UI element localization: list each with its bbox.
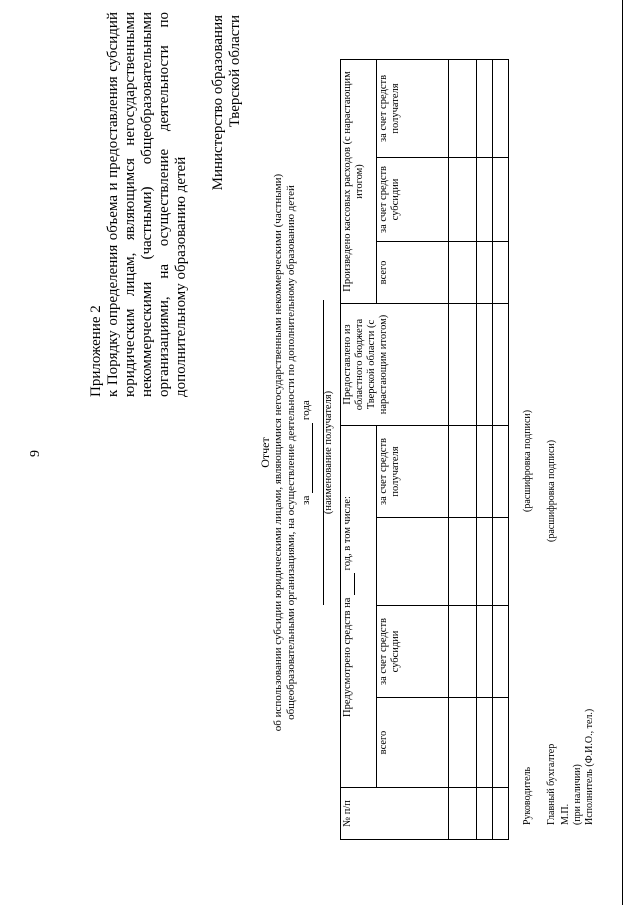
- sub-header-recipient-1: за счет средств получателя: [377, 425, 449, 517]
- report-period: [300, 80, 313, 825]
- head-decoding: (расшифровка подписи): [522, 409, 533, 512]
- executor-label: Исполнитель (Ф.И.О., тел.): [584, 708, 595, 825]
- head-signature-label: Руководитель: [522, 766, 533, 825]
- header-provided: Предоставлено из областного бюджета Тверской области (с нарастающим итогом): [341, 303, 449, 425]
- report-subtitle-line-1: об использовании субсидии юридическими лицами, являющимися негосударственными некоммерческими (частными): [272, 173, 284, 732]
- chief-accountant-label: Главный бухгалтер: [546, 743, 557, 825]
- appendix-title: Приложение 2: [88, 305, 104, 397]
- mp-label: М.П.: [560, 803, 571, 825]
- report-title: Отчет: [258, 437, 272, 468]
- sub-header-total-2: всего: [377, 241, 449, 303]
- sub-header-subsidy-1: за счет средств субсидии: [377, 606, 449, 698]
- period-blank: [300, 423, 313, 493]
- appendix-block: [88, 12, 190, 397]
- header-planned: [341, 425, 377, 787]
- ministry-line-1: Министерство образования: [210, 15, 226, 191]
- ministry-block: [210, 15, 244, 265]
- planned-year-blank: [342, 573, 355, 595]
- sub-header-blank: [377, 518, 449, 606]
- table-row: [477, 59, 493, 839]
- page-number: 9: [28, 450, 43, 457]
- sub-header-recipient-2: за счет средств получателя: [377, 59, 449, 157]
- table-row: [493, 59, 509, 839]
- recipient-hint: (наименование получателя): [323, 390, 334, 515]
- mp-note: (при наличии): [572, 764, 583, 825]
- edge-scan-line: [622, 0, 623, 905]
- sub-header-subsidy-2: за счет средств субсидии: [377, 157, 449, 241]
- appendix-text: к Порядку определения объема и предоставления субсидий юридическим лицам, являющимся негосударственными некоммерческими (частными) общеобразовательными организациями, на осуществление деятельности по дополнительному образованию детей: [105, 12, 189, 397]
- header-spent: Произведено кассовых расходов (с нарастающим итогом): [341, 59, 377, 303]
- table-row: [449, 59, 477, 839]
- header-planned-prefix: Предусмотрено средств на: [342, 597, 353, 717]
- report-subtitle: [272, 80, 298, 825]
- header-num: № п/п: [341, 788, 449, 840]
- period-prefix: за: [300, 495, 312, 505]
- sub-header-total-1: всего: [377, 698, 449, 788]
- ministry-line-2: Тверской области: [227, 15, 243, 128]
- chief-accountant-decoding: (расшифровка подписи): [546, 439, 557, 542]
- header-planned-suffix: год, в том числе:: [342, 496, 353, 571]
- report-subtitle-line-2: общеобразовательными организациями, на осуществление деятельности по дополнительному образованию детей: [285, 185, 297, 720]
- report-table: [340, 59, 509, 840]
- period-suffix: года: [300, 400, 312, 421]
